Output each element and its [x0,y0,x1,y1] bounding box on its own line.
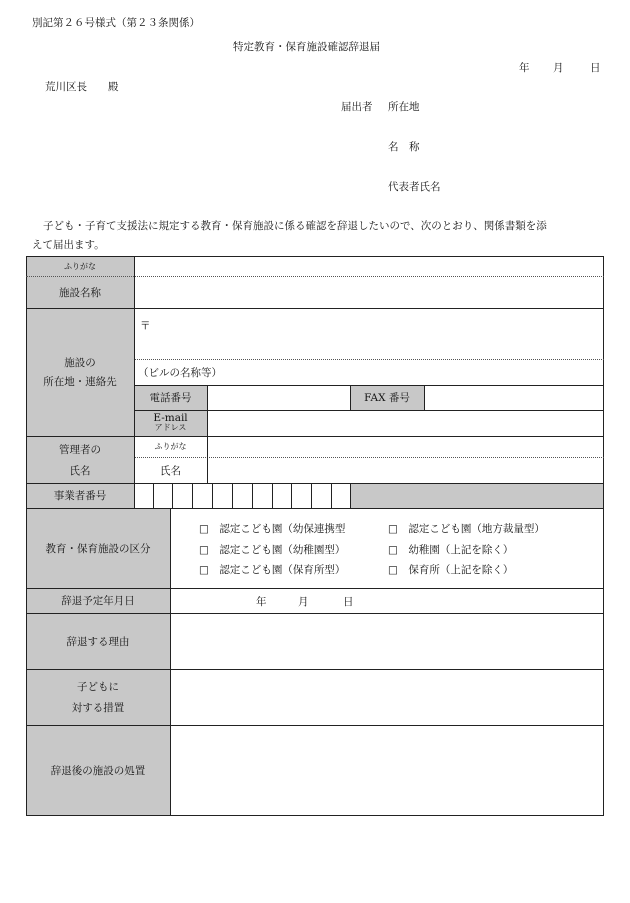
withdraw-month: 月 [298,596,309,608]
location-label [26,308,134,436]
reason-label: 辞退する理由 [66,635,130,648]
category-option-3[interactable]: □ 認定こども園（幼稚園型） [199,544,346,556]
measure-label-line1: 子どもに [77,681,119,693]
disposal-label: 辞退後の施設の処置 [50,765,146,777]
category-option-2[interactable]: □ 認定こども園（地方裁量型） [388,523,545,535]
withdraw-year: 年 [256,596,267,608]
applicant-rep-label: 代表者氏名 [388,181,441,193]
measure-label [26,669,170,725]
applicant-name-label: 名 称 [388,141,420,153]
date-year: 年 [519,62,530,74]
category-option-5[interactable]: □ 認定こども園（保育所型） [199,564,346,576]
email-label [134,410,207,436]
phone-label: 電話番号 [149,392,192,404]
intro-line-1: 子ども・子育て支援法に規定する教育・保育施設に係る確認を辞退したいので、次のとおり、関係書類を添 [43,220,547,232]
intro-line-2: えて届出ます。 [32,239,105,251]
date-month: 月 [553,62,564,74]
page-title: 特定教育・保育施設確認辞退届 [233,41,380,53]
applicant-address-label: 所在地 [388,101,420,113]
fax-label: FAX 番号 [364,392,410,404]
manager-label-line1: 管理者の [59,443,101,456]
category-option-6[interactable]: □ 保育所（上記を除く） [388,564,514,576]
withdraw-day: 日 [343,596,354,608]
addressee: 荒川区長 殿 [45,81,119,93]
manager-label-line2: 氏名 [69,464,91,477]
withdraw-date-label: 辞退予定年月日 [61,595,135,607]
email-label-line1: E-mail [153,412,188,424]
facility-name-label: 施設名称 [59,286,101,299]
postal-mark: 〒 [140,320,151,332]
date-day: 日 [590,62,601,74]
category-option-4[interactable]: □ 幼稚園（上記を除く） [388,544,514,556]
measure-label-line2: 対する措置 [71,702,125,714]
category-label: 教育・保育施設の区分 [45,542,151,555]
category-option-1[interactable]: □ 認定こども園（幼保連携型 [199,523,346,535]
manager-name-label: 氏名 [160,464,181,477]
furigana-label: ふりがな [64,261,96,271]
manager-furigana-label: ふりがな [154,442,187,451]
location-label-line1: 施設の [64,357,96,369]
manager-label [26,436,134,483]
location-label-line2: 所在地・連絡先 [43,376,117,388]
business-number-label: 事業者番号 [53,490,107,502]
building-label: （ビルの名称等） [138,367,222,379]
applicant-label: 届出者 [341,101,373,113]
form-id: 別記第２６号様式（第２３条関係） [32,17,200,29]
email-label-line2: アドレス [154,423,187,432]
